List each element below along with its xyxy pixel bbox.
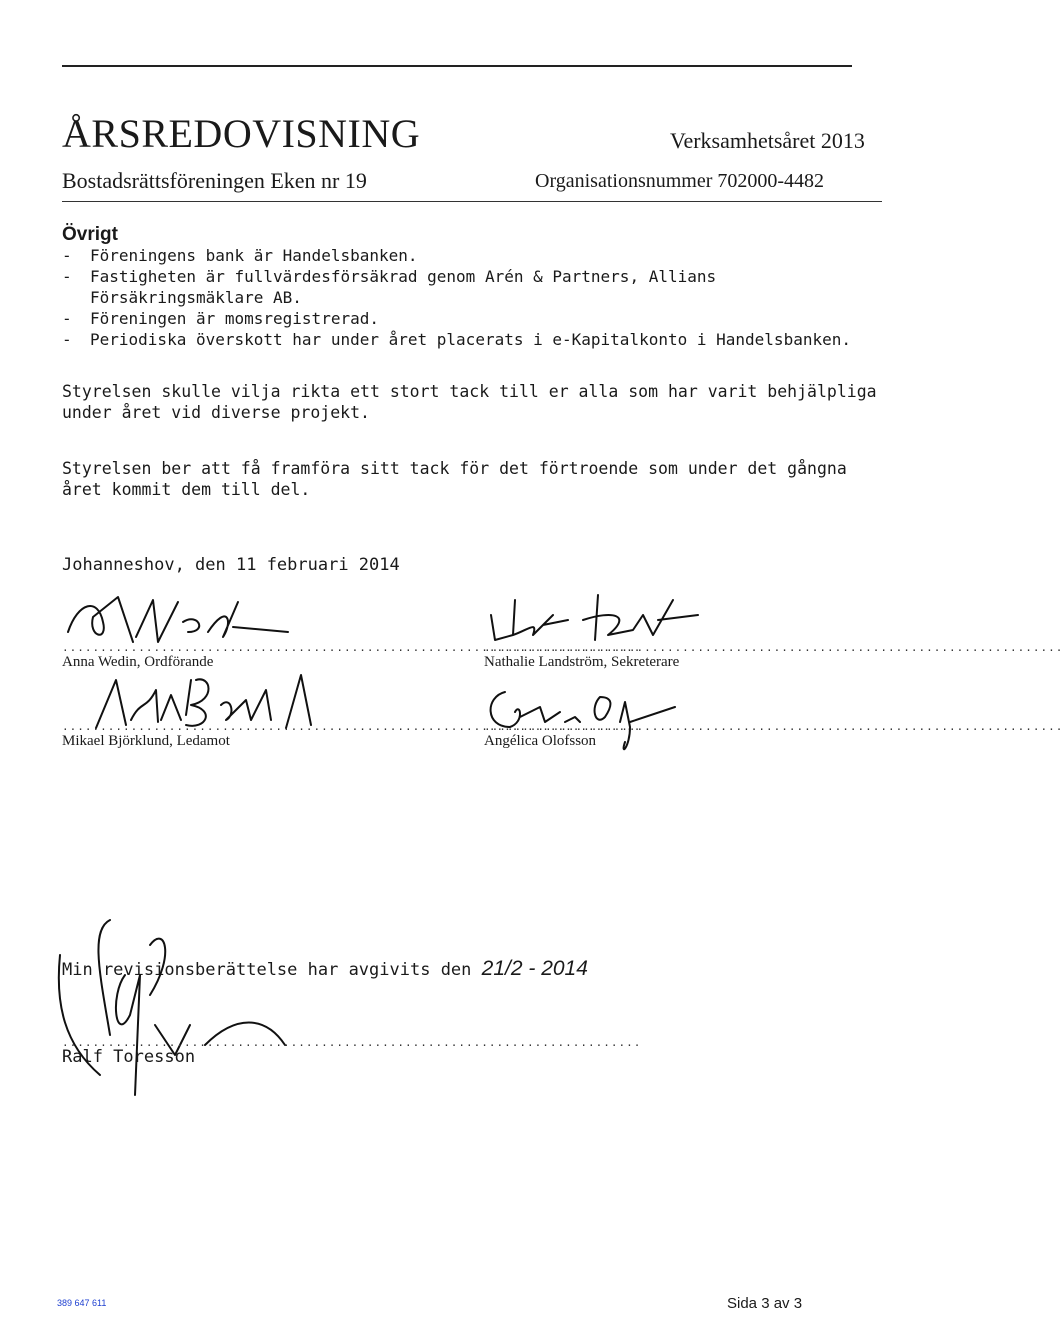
bullet-text: Fastigheten är fullvärdesförsäkrad genom Arén & Partners, Allians Försäkringsmäklare AB. [90, 267, 717, 307]
signature-line: ............................................................................ [484, 720, 1063, 733]
bullet-item: - Föreningens bank är Handelsbanken. [62, 246, 418, 265]
signatory-name: Nathalie Landström, Sekreterare [484, 654, 680, 670]
bullet-text: Föreningens bank är Handelsbanken. [90, 246, 418, 265]
signature-line: ............................................................................ [62, 1036, 642, 1049]
association-name: Bostadsrättsföreningen Eken nr 19 [62, 168, 367, 193]
thanks-paragraph: Styrelsen skulle vilja rikta ett stort tack till er alla som har varit behjälpliga under året vid diverse projekt. [62, 382, 877, 422]
bullet-item: - Fastigheten är fullvärdesförsäkrad genom Arén & Partners, Allians Försäkringsmäklare AB. [62, 267, 717, 307]
revision-date: 21/2 - 2014 [481, 957, 588, 980]
section-heading: Övrigt [62, 224, 118, 245]
signature-line: ............................................................................ [62, 720, 642, 733]
place-and-date: Johanneshov, den 11 februari 2014 [62, 555, 400, 575]
gratitude-paragraph: Styrelsen ber att få framföra sitt tack för det förtroende som under det gångna året kommit dem till del. [62, 459, 847, 499]
bullet-item: - Periodiska överskott har under året placerats i e-Kapitalkonto i Handelsbanken. [62, 330, 851, 349]
signature-ralf-toresson [55, 915, 315, 1115]
revision-text: Min revisionsberättelse har avgivits den [62, 960, 472, 980]
auditor-name: Ralf Toresson [62, 1047, 196, 1067]
signatory-name: Anna Wedin, Ordförande [62, 654, 214, 670]
document-title: ÅRSREDOVISNING [62, 111, 421, 156]
org-number: Organisationsnummer 702000-4482 [535, 170, 825, 192]
fiscal-year-label: Verksamhetsåret 2013 [670, 128, 865, 153]
signatory-name: Angélica Olofsson [484, 733, 597, 749]
signature-line: ............................................................................ [62, 641, 642, 654]
page-number: Sida 3 av 3 [727, 1295, 803, 1312]
signatory-name: Mikael Björklund, Ledamot [62, 733, 230, 749]
bullet-text: Föreningen är momsregistrerad. [90, 309, 379, 328]
top-rule [62, 65, 852, 67]
bullet-text: Periodiska överskott har under året placerats i e-Kapitalkonto i Handelsbanken. [90, 330, 851, 349]
signature-line: ............................................................................ [484, 641, 1063, 654]
header-rule [62, 201, 882, 202]
bullet-item: - Föreningen är momsregistrerad. [62, 309, 379, 328]
bullet-list [62, 245, 882, 350]
document-id: 389 647 611 [57, 1298, 107, 1308]
